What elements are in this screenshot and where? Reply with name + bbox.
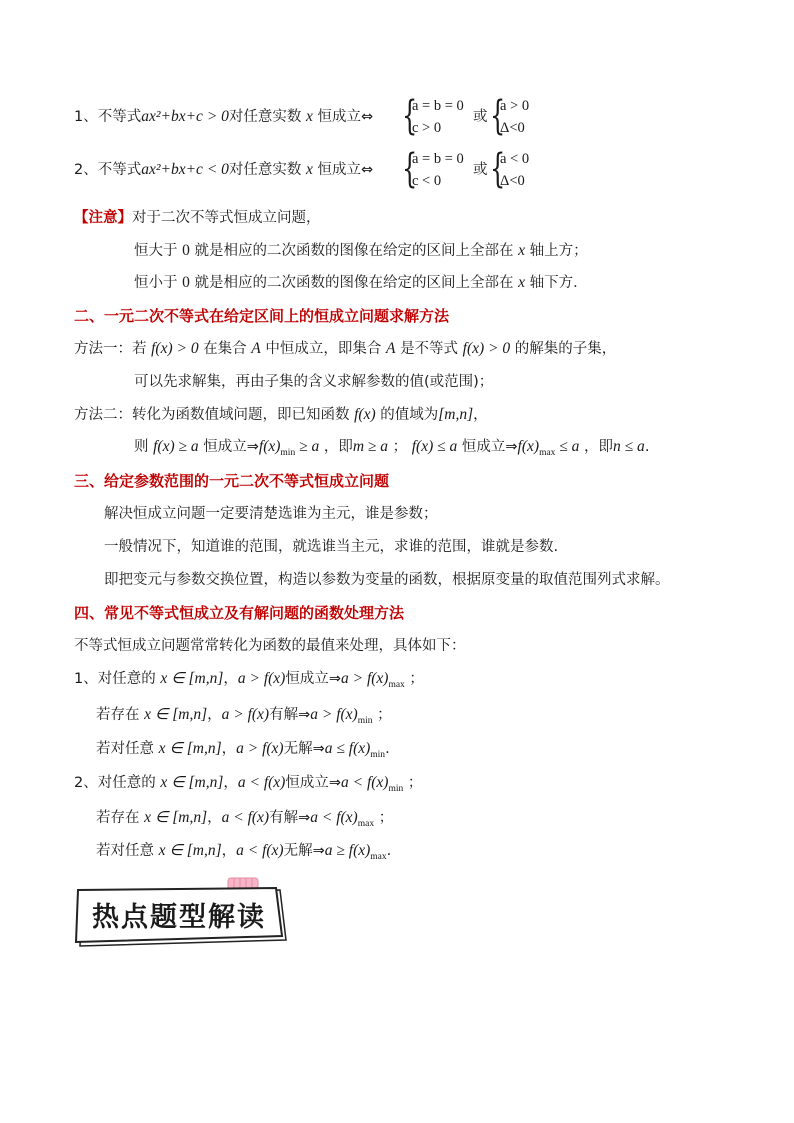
rule-row-2 [96,705,392,727]
text: 是不等式 [400,341,459,357]
math: ≥ a [295,438,320,455]
text: 在集合 [203,341,247,357]
cond-prefix: 不等式 [97,109,142,125]
rule-domain: x ∈ [m,n] [158,740,222,757]
section-2-heading: 二、一元二次不等式在给定区间上的恒成立问题求解方法 [74,307,450,325]
note-zero: 0 [182,274,190,291]
math: f(x) ≤ a [411,438,458,455]
rule-cond: a < f(x) [221,809,270,826]
rule-row-1 [74,669,424,691]
text: . [644,439,650,455]
rule-end: ； [407,775,423,791]
rule-sep: ， [223,671,238,687]
rule-result: a ≥ f(x) [324,842,371,859]
math: ≤ a [555,438,580,455]
subscript: max [539,448,556,458]
note-part: 轴上方； [529,243,588,259]
rule-end: ； [409,671,424,687]
note-part: 就是相应的二次函数的图像在给定的区间上全部在 [194,275,514,291]
text: 中恒成立，即集合 [265,341,382,357]
text: 恒成立⇒ [461,439,518,455]
rule-domain: x ∈ [m,n] [160,670,224,687]
method-label: 方法二： [74,407,132,423]
rule-kind: 无解⇒ [283,741,325,757]
note-tag: 【注意】 [74,210,132,226]
system-row: Δ<0 [500,173,525,189]
math: f(x) > 0 [462,340,511,357]
system-2a: { a = b = 0 c < 0 [402,146,464,192]
section-4-heading: 四、常见不等式恒成立及有解问题的函数处理方法 [74,604,405,622]
note-detail-1 [134,241,588,261]
note-zero: 0 [182,242,190,259]
note-part: 轴下方． [529,275,588,291]
rule-sep: ， [221,843,237,859]
system-row: a > 0 [500,98,530,114]
rule-sep: ， [221,741,237,757]
subscript: min [280,448,296,458]
system-row: a = b = 0 [412,98,464,114]
rule-end: . [386,843,392,859]
rule-row-5 [96,808,393,830]
section-3-heading: 三、给定参数范围的一元二次不等式恒成立问题 [74,472,390,490]
math: n ≤ a [613,438,645,455]
cond-prefix: 不等式 [97,162,142,178]
rule-kind: 恒成立⇒ [285,775,341,791]
text: 的解集的子集， [514,341,617,357]
math: f(x) [517,438,540,455]
text: 转化为函数值域问题，即已知函数 [132,407,350,423]
rule-domain: x ∈ [m,n] [158,842,222,859]
math: f(x) [258,438,281,455]
system-row: a < 0 [500,151,530,167]
rule-kind: 有解⇒ [269,810,311,826]
rule-row-3 [96,739,390,761]
rule-cond: a > f(x) [237,670,286,687]
rule-cond: a < f(x) [237,774,286,791]
cond-var: x [306,161,313,178]
cond-mid: 对任意实数 [228,162,302,178]
rule-sub: max [370,852,387,862]
item-index: 1、 [74,109,98,125]
text: 的值域为 [380,407,439,423]
rule-end: . [385,741,390,757]
method-label: 方法一：若 [74,341,147,357]
section-badge [74,876,292,950]
text: ，即 [323,439,353,455]
rule-lead: 若对任意 [96,741,154,757]
rule-result: a ≤ f(x) [324,740,371,757]
rule-sep: ， [207,810,222,826]
badge-title: 热点题型解读 [92,902,266,933]
math: A [251,340,261,357]
math: f(x) ≥ a [153,438,199,455]
system-1a: { a = b = 0 c > 0 [402,93,464,139]
method-1-cont: 可以先求解集，再由子集的含义求解参数的值(或范围)； [134,374,494,390]
math: f(x) > 0 [151,340,199,357]
note-part: 恒小于 [134,275,178,291]
system-row: c < 0 [412,173,442,189]
text: 则 [134,439,149,455]
rule-cond: a > f(x) [236,740,284,757]
rule-lead: 1、对任意的 [74,671,156,687]
rule-lead: 若存在 [96,810,140,826]
rule-sep: ， [223,775,238,791]
system-1b: { a > 0 Δ<0 [490,93,530,139]
rule-lead: 2、对任意的 [74,775,156,791]
rule-kind: 恒成立⇒ [285,671,341,687]
note-part: 就是相应的二次函数的图像在给定的区间上全部在 [194,243,514,259]
system-row: a = b = 0 [412,151,464,167]
note-detail-2 [134,273,588,293]
rule-kind: 无解⇒ [283,843,325,859]
math: [m,n] [438,406,474,423]
note-line [74,208,321,228]
note-text: 对于二次不等式恒成立问题， [132,210,321,226]
item-index: 2、 [74,162,98,178]
rule-domain: x ∈ [m,n] [144,706,208,723]
rule-cond: a < f(x) [236,842,284,859]
note-part: 恒大于 [134,243,178,259]
section-3-p2: 一般情况下，知道谁的范围，就选谁当主元，求谁的范围，谁就是参数. [104,539,559,555]
text: ； [392,439,408,455]
cond-suffix: 恒成立⇔ [317,109,374,125]
rule-result: a > f(x) [310,706,358,723]
rule-result: a < f(x) [310,809,358,826]
cond-mid: 对任意实数 [228,109,302,125]
note-x: x [518,242,525,259]
rule-sep: ， [207,707,222,723]
math: m ≥ a [352,438,389,455]
rule-lead: 若存在 [96,707,140,723]
rule-lead: 若对任意 [96,843,154,859]
section-3-p1: 解决恒成立问题一定要清楚选谁为主元，谁是参数； [104,506,438,522]
math: A [385,340,396,357]
rule-result: a > f(x) [340,670,389,687]
rule-end: ； [378,810,394,826]
system-row: Δ<0 [500,120,525,136]
text: 恒成立⇒ [203,439,259,455]
rule-sub: min [357,716,373,726]
method-2-cont [134,437,649,459]
rule-cond: a > f(x) [221,706,270,723]
rule-row-6 [96,841,391,863]
rule-sub: min [388,784,404,794]
rule-result: a < f(x) [340,774,389,791]
rule-domain: x ∈ [m,n] [160,774,224,791]
cond-var: x [306,108,313,125]
rule-end: ； [377,707,392,723]
rule-sub: min [370,750,386,760]
rule-sub: max [388,680,405,690]
system-2b: { a < 0 Δ<0 [490,146,530,192]
or-word: 或 [473,109,488,125]
cond-suffix: 恒成立⇔ [317,162,374,178]
system-row: c > 0 [412,120,442,136]
method-1 [74,339,616,359]
method-2 [74,405,488,425]
text: ，即 [584,439,614,455]
section-4-intro: 不等式恒成立问题常常转化为函数的最值来处理，具体如下： [74,638,466,654]
condition-line-1 [74,107,373,127]
rule-row-4 [74,773,422,795]
rule-domain: x ∈ [m,n] [144,809,208,826]
section-3-p3: 即把变元与参数交换位置，构造以参数为变量的函数，根据原变量的取值范围列式求解。 [104,572,670,588]
or-word: 或 [473,162,488,178]
cond-expression: ax²+bx+c < 0 [141,161,229,178]
math: f(x) [354,406,376,423]
condition-line-2 [74,160,373,180]
rule-sub: max [357,819,375,829]
note-x: x [518,274,525,291]
cond-expression: ax²+bx+c > 0 [141,108,229,125]
rule-kind: 有解⇒ [269,707,311,723]
text: ， [473,407,488,423]
